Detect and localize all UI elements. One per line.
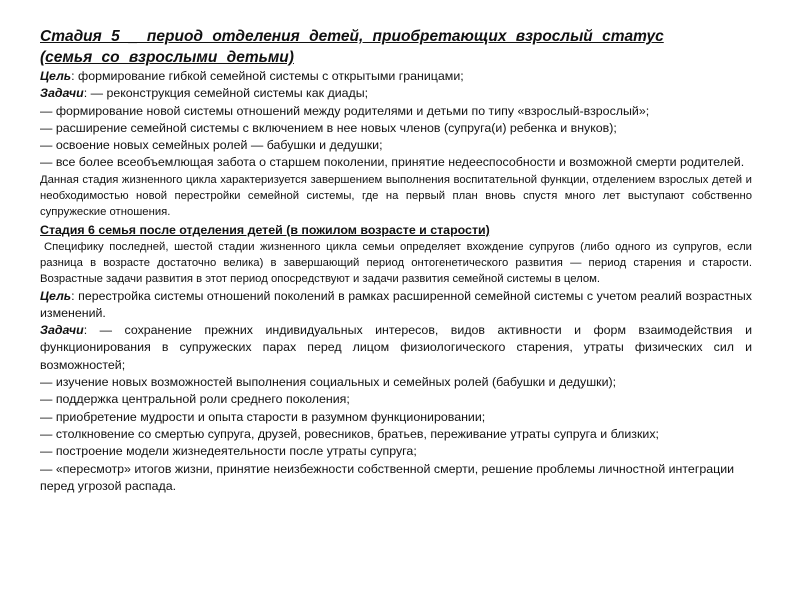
stage5-title-line2: (семья со взрослыми детьми)	[40, 49, 294, 66]
stage5-title-line1: Стадия 5 _ период отделения детей, приобретающих взрослый статус	[40, 28, 664, 45]
stage5-item: — расширение семейной системы с включением в нее новых членов (супруга(и) ребенка и внуков);	[40, 120, 617, 135]
stage6-goal-text: : перестройка системы отношений поколений в рамках расширенной семейной системы с учетом реалий возрастных изменений.	[40, 288, 752, 320]
stage5-tasks-text: : — реконструкция семейной системы как диады;	[83, 86, 369, 101]
stage6-title: Стадия 6 семья после отделения детей (в пожилом возрасте и старости)	[40, 222, 490, 237]
stage6-goal-label: Цель	[40, 288, 72, 303]
stage5-goal	[40, 68, 752, 85]
stage6-intro: Специфику последней, шестой стадии жизненного цикла семьи определяет вхождение супругов (либо одного из супругов, если разница в возрасте достаточно велика) в завершающий период онтогенетического развития — период старения и старости. Возрастные задачи развития в этот период опосредствуют и задачи развития семейной системы в целом.	[40, 240, 752, 286]
stage5-title	[40, 26, 752, 68]
stage5-item: — все более всеобъемлющая забота о старшем поколении, принятие недееспособности и возможной смерти родителей.	[40, 155, 745, 170]
document-page	[40, 26, 752, 495]
stage5-item: — освоение новых семейных ролей — бабушки и дедушки;	[40, 138, 383, 153]
stage6-tasks	[40, 322, 752, 374]
stage5-tasks	[40, 85, 752, 102]
stage6-item: — изучение новых возможностей выполнения социальных и семейных ролей (бабушки и дедушки);	[40, 375, 617, 390]
stage5-item: — формирование новой системы отношений между родителями и детьми по типу «взрослый-взрослый»;	[40, 103, 650, 118]
stage6-goal	[40, 288, 752, 323]
stage6-tasks-label: Задачи	[40, 323, 84, 338]
stage6-item: — приобретение мудрости и опыта старости в разумном функционировании;	[40, 409, 486, 424]
stage5-summary: Данная стадия жизненного цикла характеризуется завершением выполнения воспитательной функции, отделением взрослых детей и необходимостью новой перестройки семейной системы, где на первый план вновь спустя много лет выступают собственно супружеские отношения.	[40, 173, 752, 219]
stage6-item: — построение модели жизнедеятельности после утраты супруга;	[40, 444, 417, 459]
stage5-goal-text: : формирование гибкой семейной системы с открытыми границами;	[71, 69, 464, 83]
stage6-item: — «пересмотр» итогов жизни, принятие неизбежности собственной смерти, решение проблемы личностной интеграции перед угрозой распада.	[40, 461, 735, 493]
stage6-tasks-text: : — сохранение прежних индивидуальных интересов, видов активности и форм взаимодействия и функционирования в супружеских парах перед лицом физиологического старения, утраты физических сил и возможностей;	[40, 323, 752, 372]
stage5-tasks-label: Задачи	[40, 86, 84, 101]
stage6-item: — столкновение со смертью супруга, друзей, ровесников, братьев, переживание утраты супруга и близких;	[40, 426, 659, 441]
stage6-item: — поддержка центральной роли среднего поколения;	[40, 392, 350, 407]
stage5-goal-label: Цель	[40, 69, 72, 83]
